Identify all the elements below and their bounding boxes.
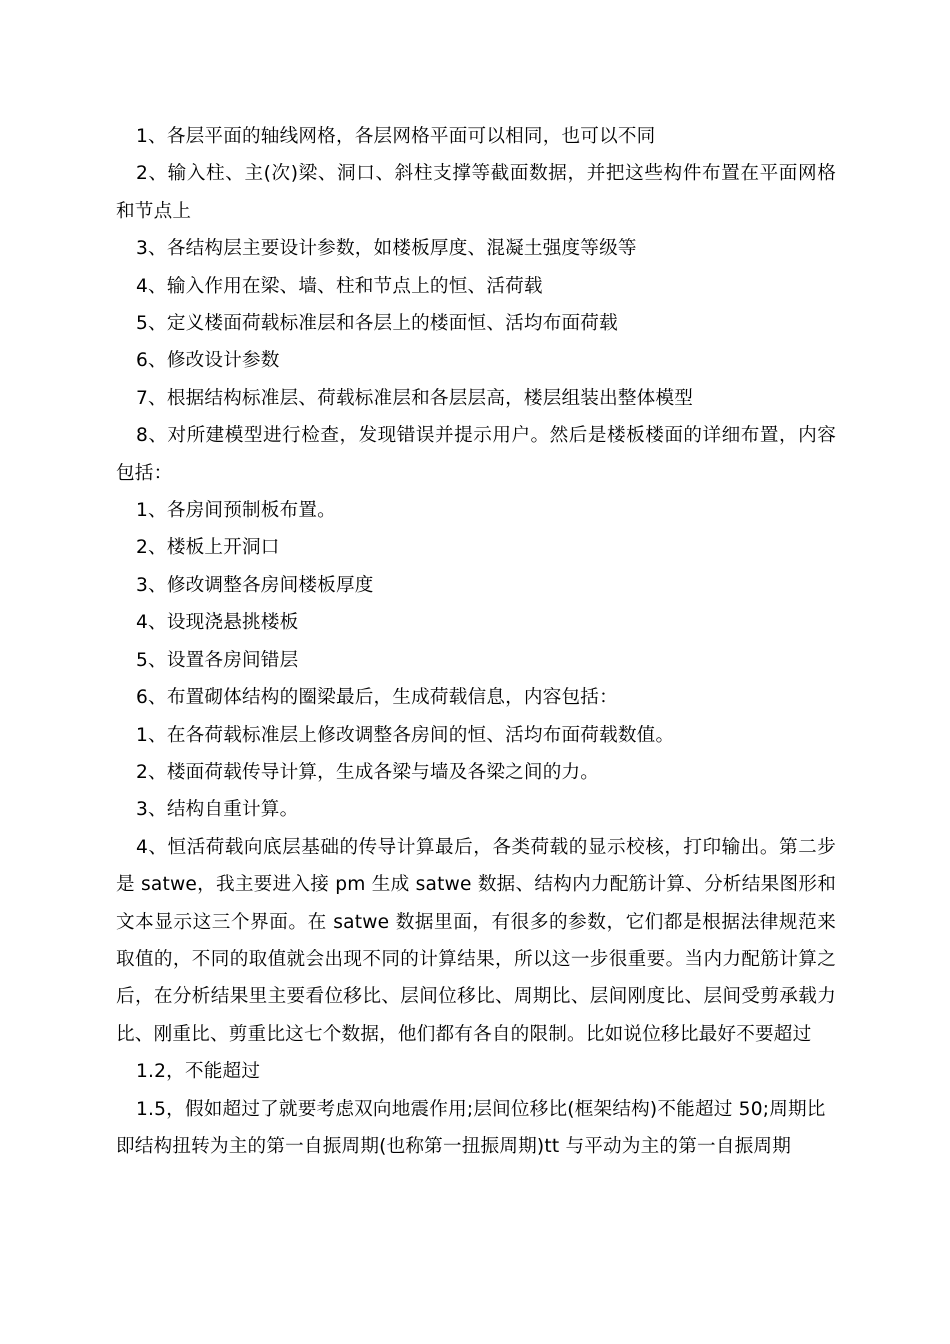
paragraph-8: 8、对所建模型进行检查，发现错误并提示用户。然后是楼板楼面的详细布置，内容包括： [116, 425, 836, 484]
paragraph-13: 5、设置各房间错层 [136, 649, 299, 671]
paragraph-6: 6、修改设计参数 [136, 350, 280, 372]
paragraph-1: 1、各层平面的轴线网格，各层网格平面可以相同，也可以不同 [136, 126, 656, 147]
paragraph-17: 3、结构自重计算。 [136, 799, 299, 821]
paragraph-14: 6、布置砌体结构的圈梁最后，生成荷载信息，内容包括： [136, 687, 618, 709]
paragraph-5: 5、定义楼面荷载标准层和各层上的楼面恒、活均布面荷载 [136, 313, 618, 335]
paragraph-19: 1.2，不能超过 [136, 1061, 261, 1083]
paragraph-10: 2、楼板上开洞口 [136, 537, 280, 559]
paragraph-18: 4、恒活荷载向底层基础的传导计算最后，各类荷载的显示校核，打印输出。第二步是 satwe，我主要进入接 pm 生成 satwe 数据、结构内力配筋计算、分析结果图形和文本显示这三个界面。在 satwe 数据里面，有很多的参数，它们都是根据法律规范来取值的，不同的取值就会出现不同的计算结果，所以这一步很重要。当内力配筋计算之后，在分析结果里主要看位移比、层间位移比、周期比、层间刚度比、层间受剪承载力比、刚重比、剪重比这七个数据，他们都有各自的限制。比如说位移比最好不要超过 [116, 836, 836, 1045]
document-body [116, 118, 836, 1165]
paragraph-4: 4、输入作用在梁、墙、柱和节点上的恒、活荷载 [136, 275, 543, 297]
paragraph-12: 4、设现浇悬挑楼板 [136, 612, 299, 634]
paragraph-9: 1、各房间预制板布置。 [136, 500, 336, 522]
paragraph-20: 1.5，假如超过了就要考虑双向地震作用;层间位移比(框架结构)不能超过 50;周期比即结构扭转为主的第一自振周期(也称第一扭振周期)tt 与平动为主的第一自振周期 [116, 1098, 826, 1157]
paragraph-16: 2、楼面荷载传导计算，生成各梁与墙及各梁之间的力。 [136, 761, 600, 783]
paragraph-2: 2、输入柱、主(次)梁、洞口、斜柱支撑等截面数据，并把这些构件布置在平面网格和节点上 [116, 163, 836, 222]
paragraph-15: 1、在各荷载标准层上修改调整各房间的恒、活均布面荷载数值。 [136, 724, 675, 746]
paragraph-7: 7、根据结构标准层、荷载标准层和各层层高，楼层组装出整体模型 [136, 387, 694, 409]
paragraph-3: 3、各结构层主要设计参数，如楼板厚度、混凝土强度等级等 [136, 238, 637, 260]
paragraph-11: 3、修改调整各房间楼板厚度 [136, 574, 374, 596]
